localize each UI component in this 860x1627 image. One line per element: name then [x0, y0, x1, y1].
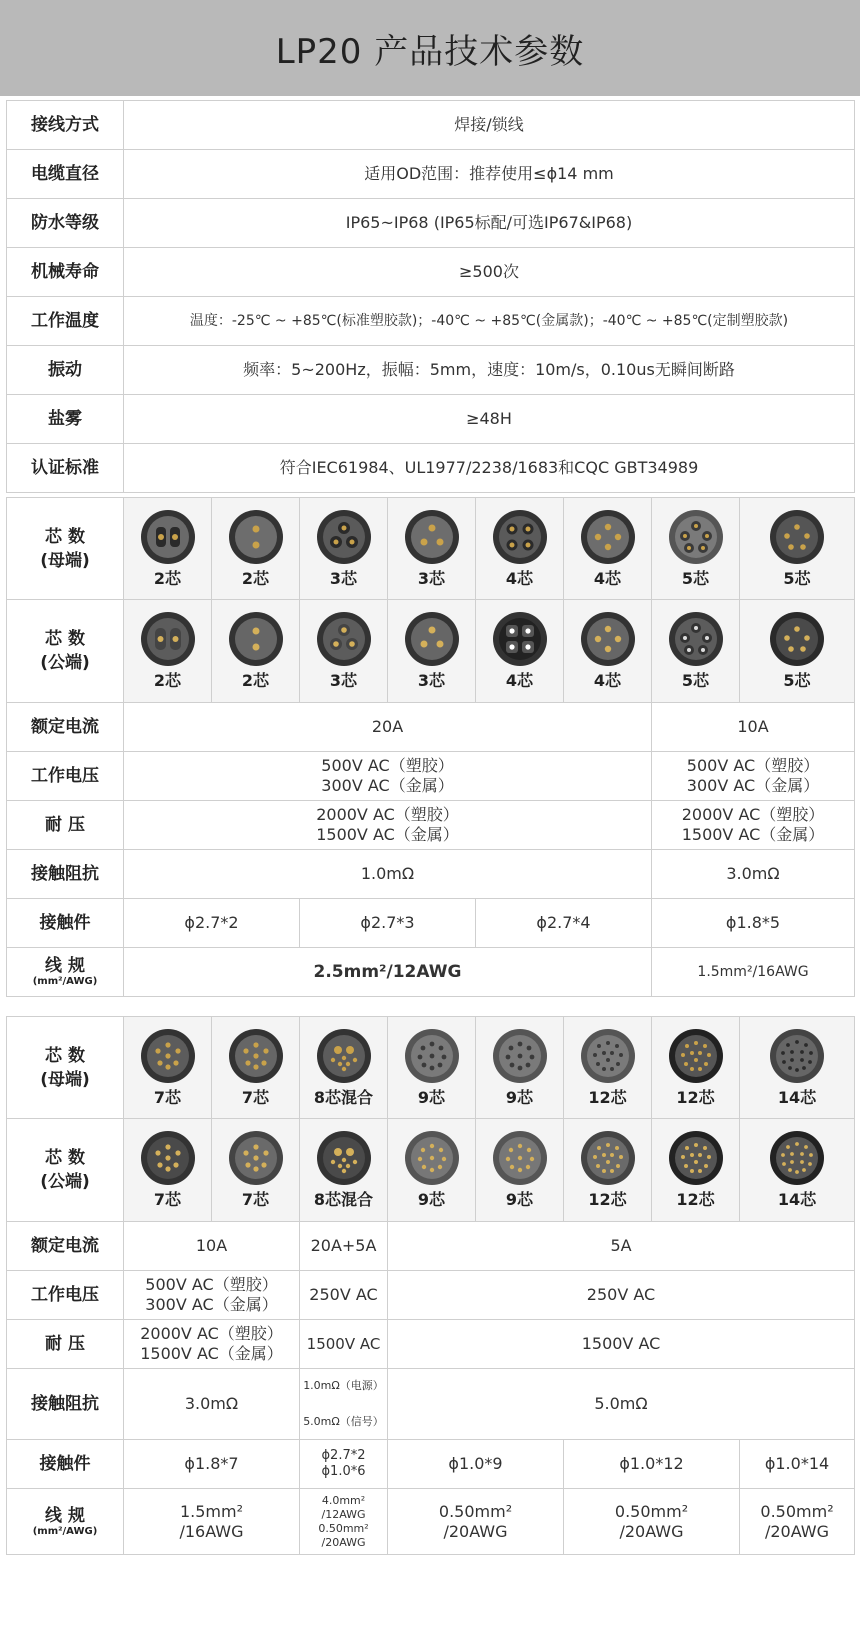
table-row: [7, 801, 855, 850]
voltage-label: 工作电压: [7, 752, 124, 801]
gauge-value: 1.5mm²/16AWG: [652, 948, 855, 997]
connector-5pin-male-icon: [769, 611, 825, 667]
resistance-value: 1.0mΩ: [124, 850, 652, 899]
gauge-label: 线 规 (mm²/AWG): [7, 948, 124, 997]
pin-count: 5芯: [681, 568, 710, 588]
connector-4pin-female-icon: [580, 509, 636, 565]
pin-count: 8芯混合: [313, 1190, 374, 1209]
resistance-label: 接触阻抗: [7, 850, 124, 899]
table-row: [7, 395, 855, 444]
pin-count: 2芯: [153, 671, 182, 690]
connector-cell: [300, 1017, 388, 1119]
spec-label: 接线方式: [7, 101, 124, 150]
table-row: [7, 850, 855, 899]
spec-label: 电缆直径: [7, 150, 124, 199]
connector-cell: [476, 498, 564, 600]
voltage-value: 500V AC（塑胶） 300V AC（金属）: [124, 752, 652, 801]
pin-count: 9芯: [417, 1087, 446, 1107]
contact-value: ϕ2.7*2 ϕ1.0*6: [300, 1440, 388, 1489]
gauge-label: 线 规 (mm²/AWG): [7, 1489, 124, 1555]
spec-value: 符合IEC61984、UL1977/2238/1683和CQC GBT34989: [124, 444, 855, 493]
pin-count: 8芯混合: [313, 1087, 374, 1107]
male-label: 芯 数 (公端): [7, 1119, 124, 1222]
connector-9pin-male-icon: [492, 1130, 548, 1186]
connector-cell: [212, 600, 300, 703]
connector-cell: [300, 498, 388, 600]
connector-cell: [740, 1119, 855, 1222]
table-row: [7, 199, 855, 248]
connector-3pin-male-icon: [404, 611, 460, 667]
connector-7pin-female-icon: [228, 1028, 284, 1084]
connector-7pin-male-icon: [140, 1130, 196, 1186]
withstand-label: 耐 压: [7, 801, 124, 850]
connector-7pin-male-icon: [228, 1130, 284, 1186]
gauge-value: 0.50mm² /20AWG: [740, 1489, 855, 1555]
male-row: [7, 600, 855, 703]
table-row: [7, 1320, 855, 1369]
female-row: [7, 498, 855, 600]
voltage-value: 250V AC: [300, 1271, 388, 1320]
pin-count: 4芯: [593, 671, 622, 690]
resistance-value: 3.0mΩ: [652, 850, 855, 899]
general-spec-table: [6, 100, 855, 493]
connector-3pin-female-icon: [316, 509, 372, 565]
connector-9pin-female-icon: [404, 1028, 460, 1084]
connector-table-group1: [6, 497, 855, 997]
contact-value: ϕ2.7*4: [476, 899, 652, 948]
pin-count: 9芯: [505, 1190, 534, 1209]
connector-cell: [124, 1119, 212, 1222]
connector-cell: [564, 1017, 652, 1119]
spec-label: 盐雾: [7, 395, 124, 444]
pin-count: 3芯: [417, 568, 446, 588]
spec-value: 温度：-25℃ ~ +85℃(标准塑胶款)；-40℃ ~ +85℃(金属款)；-40℃ ~ +85℃(定制塑胶款): [124, 297, 855, 346]
female-label: 芯 数 (母端): [7, 1017, 124, 1119]
connector-7pin-female-icon: [140, 1028, 196, 1084]
connector-cell: [212, 1119, 300, 1222]
pin-count: 5芯: [783, 568, 811, 588]
table-row: [7, 703, 855, 752]
connector-2pin-female-icon: [140, 509, 196, 565]
spec-value: ≥500次: [124, 248, 855, 297]
pin-count: 2芯: [241, 671, 270, 690]
table-row: [7, 444, 855, 493]
connector-cell: [652, 498, 740, 600]
resistance-value: 1.0mΩ（电源） 5.0mΩ（信号）: [300, 1369, 388, 1440]
connector-cell: [476, 1119, 564, 1222]
spec-label: 工作温度: [7, 297, 124, 346]
pin-count: 12芯: [588, 1190, 627, 1209]
contact-value: ϕ2.7*3: [300, 899, 476, 948]
pin-count: 2芯: [153, 568, 182, 588]
connector-cell: [388, 600, 476, 703]
spec-label: 振动: [7, 346, 124, 395]
connector-cell: [564, 600, 652, 703]
pin-count: 7芯: [153, 1190, 182, 1209]
pin-count: 9芯: [417, 1190, 446, 1209]
page-title: LP20 产品技术参数: [275, 31, 585, 72]
connector-12pin-male-icon: [668, 1130, 724, 1186]
male-row: [7, 1119, 855, 1222]
pin-count: 12芯: [676, 1190, 715, 1209]
pin-count: 7芯: [241, 1190, 270, 1209]
withstand-value: 2000V AC（塑胶） 1500V AC（金属）: [652, 801, 855, 850]
contact-value: ϕ1.8*7: [124, 1440, 300, 1489]
spec-value: 频率：5~200Hz，振幅：5mm，速度：10m/s，0.10us无瞬间断路: [124, 346, 855, 395]
connector-cell: [652, 600, 740, 703]
connector-5pin-female-icon: [769, 509, 825, 565]
connector-cell: [388, 498, 476, 600]
table-row: [7, 1489, 855, 1555]
current-value: 10A: [124, 1222, 300, 1271]
connector-12pin-female-icon: [580, 1028, 636, 1084]
connector-14pin-male-icon: [769, 1130, 825, 1186]
connector-3pin-female-icon: [404, 509, 460, 565]
voltage-value: 500V AC（塑胶） 300V AC（金属）: [652, 752, 855, 801]
table-row: [7, 346, 855, 395]
contact-value: ϕ1.0*14: [740, 1440, 855, 1489]
connector-cell: [388, 1119, 476, 1222]
connector-cell: [652, 1119, 740, 1222]
connector-2pin-female-icon: [228, 509, 284, 565]
connector-12pin-male-icon: [580, 1130, 636, 1186]
spec-label: 认证标准: [7, 444, 124, 493]
connector-cell: [124, 498, 212, 600]
connector-5pin-male-icon: [668, 611, 724, 667]
table-row: [7, 1369, 855, 1440]
connector-9pin-male-icon: [404, 1130, 460, 1186]
spec-value: 适用OD范围：推荐使用≤ϕ14 mm: [124, 150, 855, 199]
gauge-value: 0.50mm² /20AWG: [388, 1489, 564, 1555]
connector-8pin-mixed-male-icon: [316, 1130, 372, 1186]
connector-9pin-female-icon: [492, 1028, 548, 1084]
connector-4pin-male-icon: [580, 611, 636, 667]
current-value: 5A: [388, 1222, 855, 1271]
pin-count: 2芯: [241, 568, 270, 588]
connector-3pin-male-icon: [316, 611, 372, 667]
connector-12pin-female-icon: [668, 1028, 724, 1084]
contact-label: 接触件: [7, 899, 124, 948]
resistance-label: 接触阻抗: [7, 1369, 124, 1440]
withstand-value: 1500V AC: [300, 1320, 388, 1369]
spec-value: IP65~IP68 (IP65标配/可选IP67&IP68): [124, 199, 855, 248]
connector-2pin-male-icon: [228, 611, 284, 667]
resistance-value: 5.0mΩ: [388, 1369, 855, 1440]
table-row: [7, 101, 855, 150]
current-value: 20A+5A: [300, 1222, 388, 1271]
connector-cell: [564, 1119, 652, 1222]
table-row: [7, 752, 855, 801]
title-banner: [0, 0, 860, 96]
gauge-value: 1.5mm² /16AWG: [124, 1489, 300, 1555]
table-row: [7, 1440, 855, 1489]
table-row: [7, 1271, 855, 1320]
spec-label: 防水等级: [7, 199, 124, 248]
connector-cell: [212, 498, 300, 600]
resistance-value: 3.0mΩ: [124, 1369, 300, 1440]
voltage-value: 500V AC（塑胶） 300V AC（金属）: [124, 1271, 300, 1320]
connector-2pin-male-icon: [140, 611, 196, 667]
pin-count: 12芯: [588, 1087, 627, 1107]
contact-label: 接触件: [7, 1440, 124, 1489]
voltage-value: 250V AC: [388, 1271, 855, 1320]
contact-value: ϕ1.8*5: [652, 899, 855, 948]
pin-count: 12芯: [676, 1087, 715, 1107]
connector-4pin-female-icon: [492, 509, 548, 565]
pin-count: 7芯: [241, 1087, 270, 1107]
table-row: [7, 948, 855, 997]
connector-cell: [476, 1017, 564, 1119]
connector-cell: [300, 1119, 388, 1222]
connector-cell: [476, 600, 564, 703]
current-label: 额定电流: [7, 703, 124, 752]
female-label: 芯 数 (母端): [7, 498, 124, 600]
connector-cell: [212, 1017, 300, 1119]
male-label: 芯 数 (公端): [7, 600, 124, 703]
connector-cell: [740, 600, 855, 703]
pin-count: 5芯: [681, 671, 710, 690]
connector-cell: [124, 600, 212, 703]
pin-count: 3芯: [329, 671, 358, 690]
current-value: 10A: [652, 703, 855, 752]
pin-count: 4芯: [505, 671, 534, 690]
pin-count: 14芯: [777, 1190, 817, 1209]
connector-cell: [388, 1017, 476, 1119]
female-row: [7, 1017, 855, 1119]
table-row: [7, 248, 855, 297]
spec-value: 焊接/锁线: [124, 101, 855, 150]
contact-value: ϕ1.0*12: [564, 1440, 740, 1489]
withstand-value: 2000V AC（塑胶） 1500V AC（金属）: [124, 1320, 300, 1369]
pin-count: 5芯: [783, 671, 811, 690]
table-row: [7, 150, 855, 199]
table-row: [7, 297, 855, 346]
withstand-value: 1500V AC: [388, 1320, 855, 1369]
contact-value: ϕ1.0*9: [388, 1440, 564, 1489]
voltage-label: 工作电压: [7, 1271, 124, 1320]
connector-table-group2: [6, 1016, 855, 1555]
connector-cell: [300, 600, 388, 703]
spec-label: 机械寿命: [7, 248, 124, 297]
connector-cell: [740, 498, 855, 600]
pin-count: 4芯: [593, 568, 622, 588]
spec-value: ≥48H: [124, 395, 855, 444]
connector-14pin-female-icon: [769, 1028, 825, 1084]
pin-count: 7芯: [153, 1087, 182, 1107]
current-value: 20A: [124, 703, 652, 752]
table-row: [7, 899, 855, 948]
withstand-value: 2000V AC（塑胶） 1500V AC（金属）: [124, 801, 652, 850]
connector-cell: [124, 1017, 212, 1119]
gauge-value: 2.5mm²/12AWG: [124, 948, 652, 997]
gauge-value: 0.50mm² /20AWG: [564, 1489, 740, 1555]
gauge-value: 4.0mm² /12AWG 0.50mm² /20AWG: [300, 1489, 388, 1555]
table-row: [7, 1222, 855, 1271]
pin-count: 9芯: [505, 1087, 534, 1107]
pin-count: 14芯: [777, 1087, 817, 1107]
connector-5pin-female-icon: [668, 509, 724, 565]
connector-cell: [564, 498, 652, 600]
connector-4pin-male-icon: [492, 611, 548, 667]
pin-count: 3芯: [329, 568, 358, 588]
connector-cell: [652, 1017, 740, 1119]
pin-count: 3芯: [417, 671, 446, 690]
pin-count: 4芯: [505, 568, 534, 588]
withstand-label: 耐 压: [7, 1320, 124, 1369]
current-label: 额定电流: [7, 1222, 124, 1271]
connector-8pin-mixed-female-icon: [316, 1028, 372, 1084]
connector-cell: [740, 1017, 855, 1119]
contact-value: ϕ2.7*2: [124, 899, 300, 948]
